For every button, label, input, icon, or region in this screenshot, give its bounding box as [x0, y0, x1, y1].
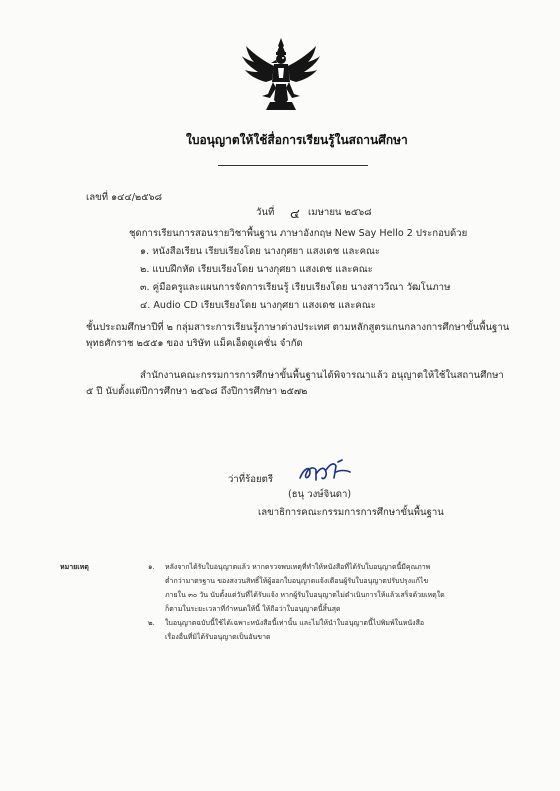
remark-line: ใบอนุญาตฉบับนี้ใช้ได้เฉพาะหนังสือนี้เท่านั้น และไม่ให้นำใบอนุญาตนี้ไปพิมพ์ในหนังสือ — [165, 619, 425, 627]
paragraph-line: ชั้นประถมศึกษาปีที่ ๒ กลุ่มสาระการเรียนรู้ภาษาต่างประเทศ ตามหลักสูตรแกนกลางการศึกษาขั้นพื้นฐาน — [86, 322, 510, 333]
license-number: เลขที่ ๑๔๔/๒๕๖๘ — [86, 192, 163, 203]
remark-line: ต่ำกว่ามาตรฐาน ของสงวนสิทธิ์ให้ผู้ออกใบอนุญาตแจ้งเตือนผู้รับใบอนุญาตปรับปรุงแก้ไข — [165, 577, 429, 585]
remark-line: เรื่องอื่นที่มิได้รับอนุญาตเป็นอันขาด — [165, 633, 271, 641]
list-item: ๒. แบบฝึกหัด เรียบเรียงโดย นางกุศยา แสงเดช และคณะ — [140, 264, 373, 275]
remarks-label: หมายเหตุ — [60, 563, 89, 571]
list-item: ๑. หนังสือเรียน เรียบเรียงโดย นางกุศยา แสงเดช และคณะ — [140, 246, 381, 257]
document-title: ใบอนุญาตให้ใช้สื่อการเรียนรู้ในสถานศึกษา — [186, 133, 408, 147]
title-divider — [218, 165, 368, 166]
paragraph-line: สำนักงานคณะกรรมการการศึกษาขั้นพื้นฐานได้พิจารณาแล้ว อนุญาตให้ใช้ในสถานศึกษา — [140, 370, 504, 381]
paragraph-line: ๕ ปี นับตั้งแต่ปีการศึกษา ๒๕๖๘ ถึงปีการศึกษา ๒๕๗๒ — [86, 386, 308, 397]
date-day: ๔ — [290, 207, 300, 222]
date-month-year: เมษายน ๒๕๖๘ — [308, 207, 372, 218]
signatory-position: เลขาธิการคณะกรรมการการศึกษาขั้นพื้นฐาน — [258, 507, 444, 518]
remark-line: หลังจากได้รับใบอนุญาตแล้ว หากตรวจพบเหตุที่ทำให้หนังสือที่ได้รับใบอนุญาตนี้มีคุณภาพ — [165, 563, 431, 571]
date-label: วันที่ — [256, 207, 275, 218]
paragraph-line: พุทธศักราช ๒๕๕๑ ของ บริษัท แม็คเอ็ดดูเคชั่น จำกัด — [86, 338, 303, 349]
handwritten-signature — [296, 458, 352, 488]
signatory-name: (ธนุ วงษ์จินดา) — [288, 489, 352, 500]
set-title: ชุดการเรียนการสอนรายวิชาพื้นฐาน ภาษาอังกฤษ New Say Hello 2 ประกอบด้วย — [129, 228, 468, 239]
remark-line: ก็ตามในระยะเวลาที่กำหนดให้นี้ ให้ถือว่าใบอนุญาตนี้สิ้นสุด — [165, 605, 341, 613]
garuda-emblem — [240, 36, 322, 114]
remark-line: ภายใน ๓๐ วัน นับตั้งแต่วันที่ได้รับแจ้ง หากผู้รับใบอนุญาตไม่ดำเนินการให้แล้วเสร็จด้วยเหตุใด — [165, 591, 445, 599]
list-item: ๓. คู่มือครูและแผนการจัดการเรียนรู้ เรียบเรียงโดย นางสาววีณา วัฒโนภาษ — [140, 282, 451, 293]
remark-number: ๒. — [148, 619, 155, 627]
signature-title: ว่าที่ร้อยตรี — [228, 474, 274, 485]
list-item: ๔. Audio CD เรียบเรียงโดย นางกุศยา แสงเดช และคณะ — [140, 300, 376, 311]
remark-number: ๑. — [148, 563, 155, 571]
